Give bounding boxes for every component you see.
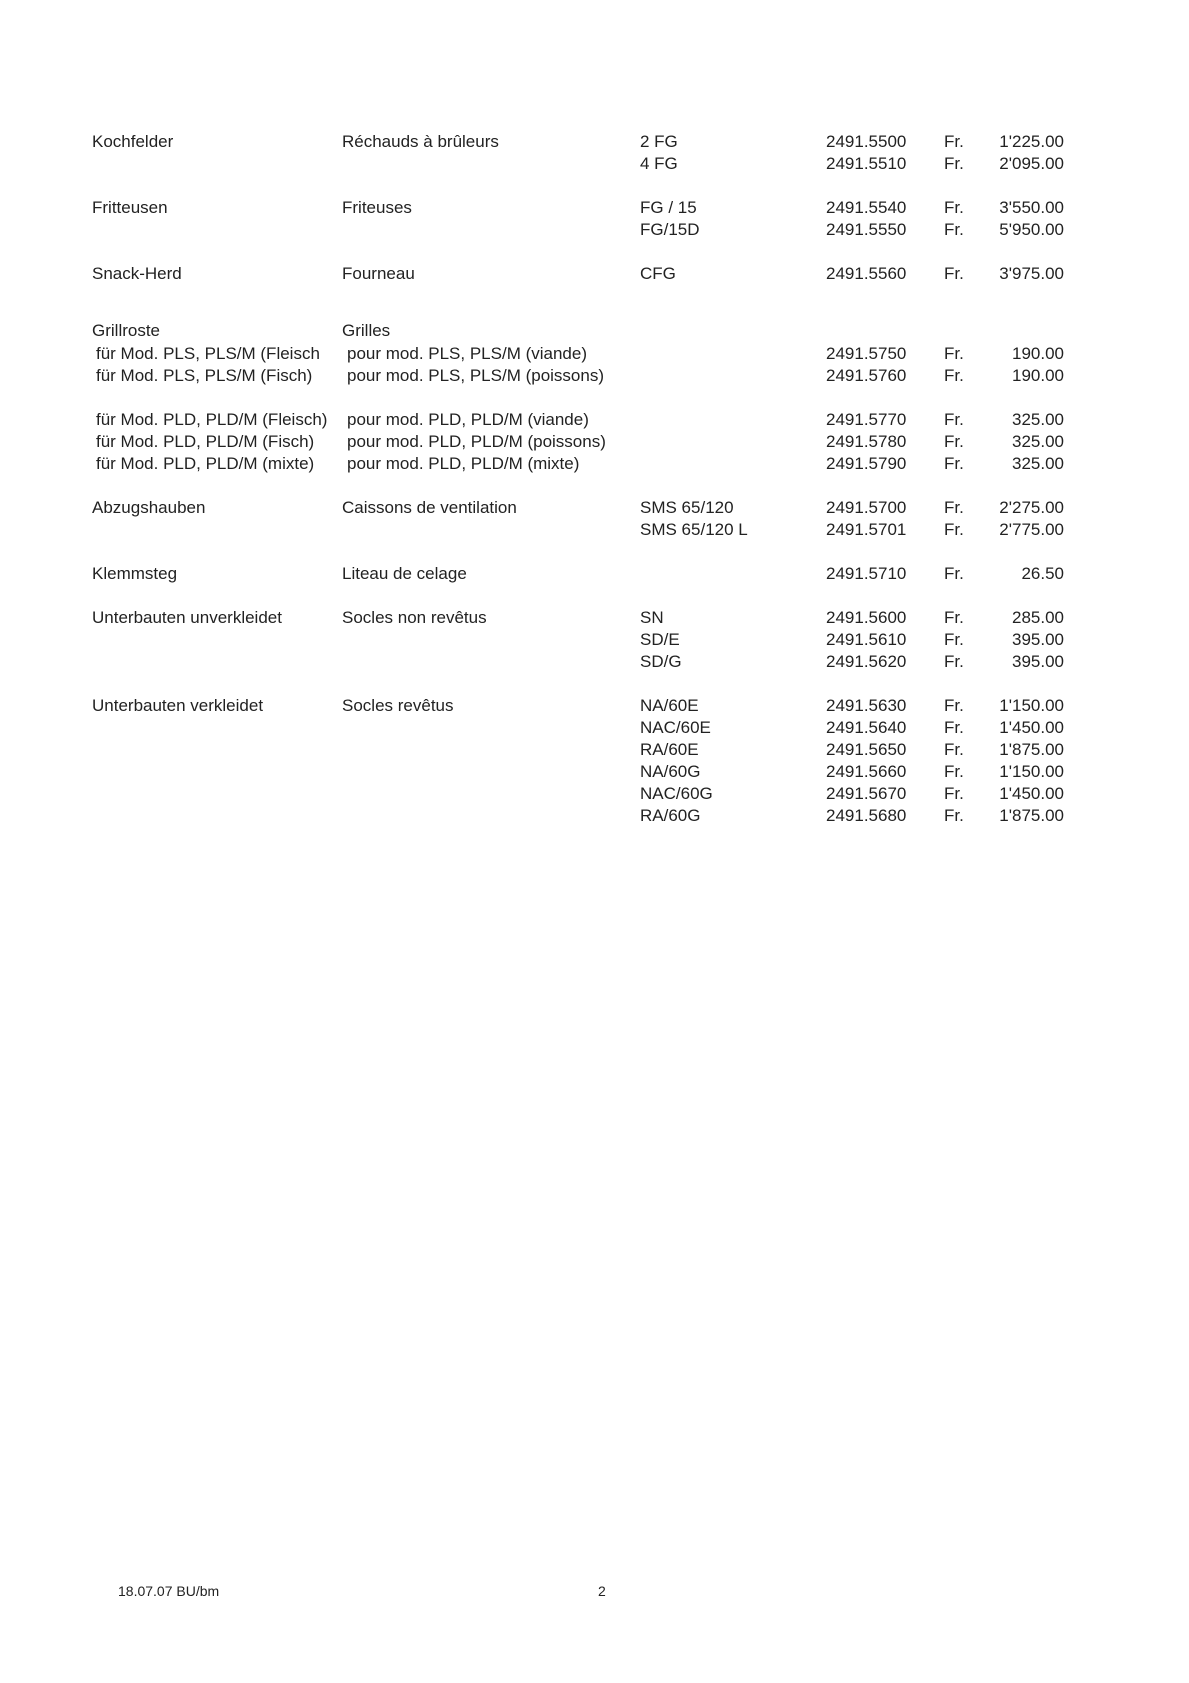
german-label: für Mod. PLS, PLS/M (Fleisch xyxy=(96,344,320,363)
article-number: 2491.5560 xyxy=(826,264,907,283)
article-number: 2491.5750 xyxy=(826,344,907,363)
price-value: 1'875.00 xyxy=(999,740,1064,759)
article-number: 2491.5760 xyxy=(826,366,907,385)
price-value: 2'275.00 xyxy=(999,498,1064,517)
french-label: Fourneau xyxy=(342,264,415,283)
currency-label: Fr. xyxy=(944,718,964,737)
article-number: 2491.5780 xyxy=(826,432,907,451)
price-value: 285.00 xyxy=(1012,608,1064,627)
currency-label: Fr. xyxy=(944,652,964,671)
model-code: NA/60E xyxy=(640,696,699,715)
article-number: 2491.5620 xyxy=(826,652,907,671)
model-code: 2 FG xyxy=(640,132,678,151)
price-value: 190.00 xyxy=(1012,366,1064,385)
table-row xyxy=(0,783,1189,805)
price-value: 1'150.00 xyxy=(999,762,1064,781)
german-label: Snack-Herd xyxy=(92,264,182,283)
model-code: SMS 65/120 L xyxy=(640,520,748,539)
article-number: 2491.5660 xyxy=(826,762,907,781)
german-label: für Mod. PLD, PLD/M (Fleisch) xyxy=(96,410,328,429)
price-value: 325.00 xyxy=(1012,454,1064,473)
price-value: 1'875.00 xyxy=(999,806,1064,825)
table-row xyxy=(0,219,1189,241)
model-code: SD/E xyxy=(640,630,680,649)
german-label: für Mod. PLS, PLS/M (Fisch) xyxy=(96,366,313,385)
table-row xyxy=(0,805,1189,827)
currency-label: Fr. xyxy=(944,520,964,539)
article-number: 2491.5500 xyxy=(826,132,907,151)
price-value: 395.00 xyxy=(1012,652,1064,671)
article-number: 2491.5600 xyxy=(826,608,907,627)
table-row xyxy=(0,365,1189,387)
price-value: 1'450.00 xyxy=(999,784,1064,803)
currency-label: Fr. xyxy=(944,366,964,385)
french-label: pour mod. PLS, PLS/M (viande) xyxy=(347,344,588,363)
currency-label: Fr. xyxy=(944,498,964,517)
french-label: pour mod. PLD, PLD/M (viande) xyxy=(347,410,589,429)
price-value: 2'095.00 xyxy=(999,154,1064,173)
currency-label: Fr. xyxy=(944,132,964,151)
table-row xyxy=(0,431,1189,453)
table-row xyxy=(0,320,1189,342)
currency-label: Fr. xyxy=(944,454,964,473)
model-code: NA/60G xyxy=(640,762,701,781)
currency-label: Fr. xyxy=(944,264,964,283)
currency-label: Fr. xyxy=(944,630,964,649)
article-number: 2491.5540 xyxy=(826,198,907,217)
model-code: SN xyxy=(640,608,664,627)
model-code: NAC/60G xyxy=(640,784,713,803)
price-value: 190.00 xyxy=(1012,344,1064,363)
article-number: 2491.5670 xyxy=(826,784,907,803)
german-label: Abzugshauben xyxy=(92,498,206,517)
price-value: 395.00 xyxy=(1012,630,1064,649)
french-label: pour mod. PLS, PLS/M (poissons) xyxy=(347,366,605,385)
model-code: NAC/60E xyxy=(640,718,711,737)
model-code: SD/G xyxy=(640,652,682,671)
price-value: 1'450.00 xyxy=(999,718,1064,737)
german-label: Unterbauten unverkleidet xyxy=(92,608,282,627)
price-value: 325.00 xyxy=(1012,432,1064,451)
currency-label: Fr. xyxy=(944,696,964,715)
currency-label: Fr. xyxy=(944,564,964,583)
french-label: pour mod. PLD, PLD/M (mixte) xyxy=(347,454,580,473)
german-label: Kochfelder xyxy=(92,132,174,151)
article-number: 2491.5510 xyxy=(826,154,907,173)
price-value: 26.50 xyxy=(1021,564,1064,583)
french-label: Friteuses xyxy=(342,198,412,217)
model-code: 4 FG xyxy=(640,154,678,173)
table-row xyxy=(0,695,1189,717)
price-value: 2'775.00 xyxy=(999,520,1064,539)
article-number: 2491.5700 xyxy=(826,498,907,517)
currency-label: Fr. xyxy=(944,410,964,429)
currency-label: Fr. xyxy=(944,198,964,217)
model-code: RA/60E xyxy=(640,740,699,759)
table-row xyxy=(0,343,1189,365)
german-label: Fritteusen xyxy=(92,198,168,217)
french-label: Grilles xyxy=(342,321,391,340)
currency-label: Fr. xyxy=(944,154,964,173)
currency-label: Fr. xyxy=(944,220,964,239)
table-row xyxy=(0,739,1189,761)
french-label: Socles revêtus xyxy=(342,696,454,715)
table-row xyxy=(0,607,1189,629)
currency-label: Fr. xyxy=(944,344,964,363)
price-value: 3'975.00 xyxy=(999,264,1064,283)
table-row xyxy=(0,453,1189,475)
french-label: pour mod. PLD, PLD/M (poissons) xyxy=(347,432,606,451)
page-number: 2 xyxy=(598,1583,606,1599)
article-number: 2491.5710 xyxy=(826,564,907,583)
table-row xyxy=(0,519,1189,541)
model-code: FG/15D xyxy=(640,220,700,239)
table-row xyxy=(0,651,1189,673)
table-row xyxy=(0,153,1189,175)
article-number: 2491.5680 xyxy=(826,806,907,825)
german-label: Klemmsteg xyxy=(92,564,178,583)
table-row xyxy=(0,409,1189,431)
currency-label: Fr. xyxy=(944,608,964,627)
article-number: 2491.5650 xyxy=(826,740,907,759)
price-value: 5'950.00 xyxy=(999,220,1064,239)
german-label: Grillroste xyxy=(92,321,161,340)
currency-label: Fr. xyxy=(944,432,964,451)
model-code: CFG xyxy=(640,264,676,283)
table-row xyxy=(0,263,1189,285)
german-label: für Mod. PLD, PLD/M (Fisch) xyxy=(96,432,315,451)
price-value: 1'150.00 xyxy=(999,696,1064,715)
table-row xyxy=(0,131,1189,153)
model-code: FG / 15 xyxy=(640,198,697,217)
currency-label: Fr. xyxy=(944,740,964,759)
article-number: 2491.5770 xyxy=(826,410,907,429)
table-row xyxy=(0,761,1189,783)
model-code: SMS 65/120 xyxy=(640,498,734,517)
table-row xyxy=(0,197,1189,219)
article-number: 2491.5790 xyxy=(826,454,907,473)
table-row xyxy=(0,497,1189,519)
article-number: 2491.5610 xyxy=(826,630,907,649)
french-label: Socles non revêtus xyxy=(342,608,487,627)
currency-label: Fr. xyxy=(944,784,964,803)
french-label: Liteau de celage xyxy=(342,564,467,583)
german-label: für Mod. PLD, PLD/M (mixte) xyxy=(96,454,315,473)
model-code: RA/60G xyxy=(640,806,701,825)
currency-label: Fr. xyxy=(944,806,964,825)
table-row xyxy=(0,717,1189,739)
price-value: 3'550.00 xyxy=(999,198,1064,217)
table-row xyxy=(0,629,1189,651)
footer-date-reference: 18.07.07 BU/bm xyxy=(118,1583,220,1599)
price-value: 325.00 xyxy=(1012,410,1064,429)
article-number: 2491.5630 xyxy=(826,696,907,715)
german-label: Unterbauten verkleidet xyxy=(92,696,264,715)
price-value: 1'225.00 xyxy=(999,132,1064,151)
french-label: Caissons de ventilation xyxy=(342,498,517,517)
article-number: 2491.5550 xyxy=(826,220,907,239)
table-row xyxy=(0,563,1189,585)
french-label: Réchauds à brûleurs xyxy=(342,132,499,151)
currency-label: Fr. xyxy=(944,762,964,781)
article-number: 2491.5701 xyxy=(826,520,907,539)
article-number: 2491.5640 xyxy=(826,718,907,737)
